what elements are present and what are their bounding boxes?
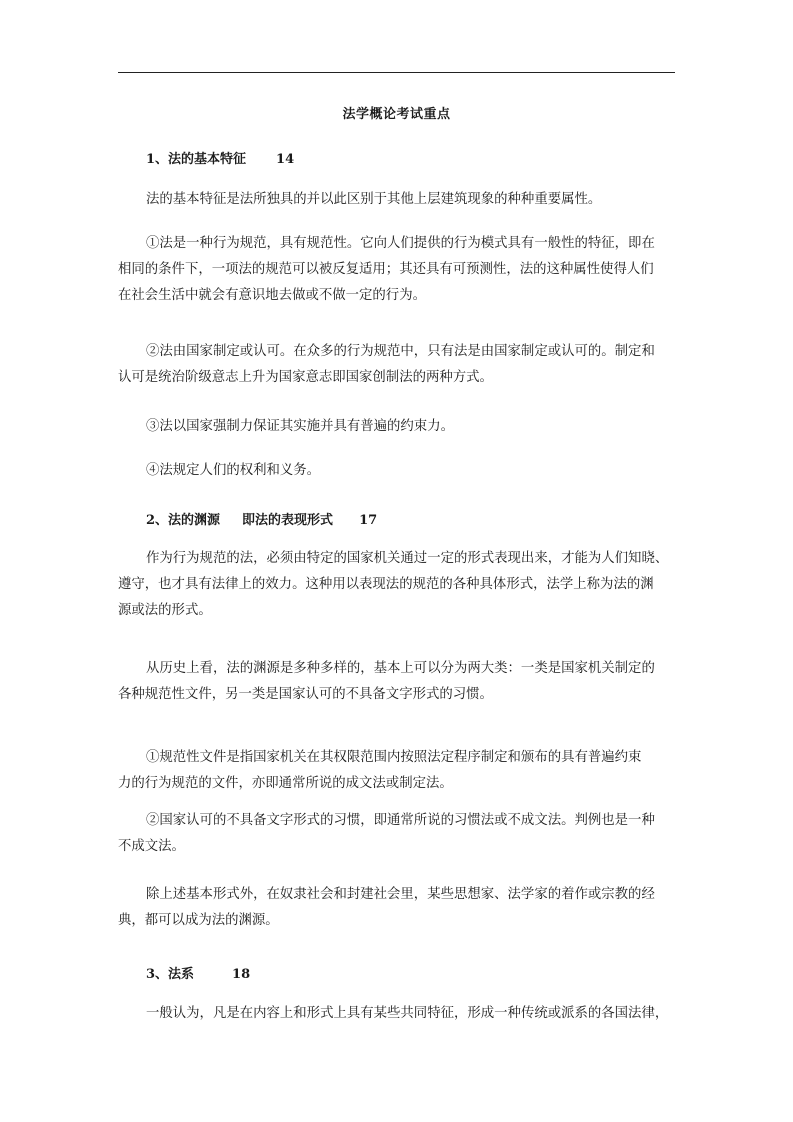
section-heading-label: 1、法的基本特征: [146, 152, 247, 167]
text-line: 作为行为规范的法，必须由特定的国家机关通过一定的形式表现出来，才能为人们知晓、: [146, 551, 669, 566]
section-heading-label: 2、法的渊源: [146, 513, 221, 528]
paragraph: [118, 546, 675, 624]
section-heading-page: 17: [359, 513, 378, 528]
text-line: ①法是一种行为规范，具有规范性。它向人们提供的行为模式具有一般性的特征，即在: [146, 236, 655, 251]
text-line: ③法以国家强制力保证其实施并具有普遍的约束力。: [146, 419, 454, 434]
document-title: 法学概论考试重点: [342, 107, 451, 122]
paragraph: [118, 458, 675, 484]
paragraph: [118, 882, 675, 934]
text-line: ②法由国家制定或认可。在众多的行为规范中，只有法是由国家制定或认可的。制定和: [146, 344, 655, 359]
paragraph: [118, 231, 675, 309]
text-line: ①规范性文件是指国家机关在其权限范围内按照法定程序制定和颁布的具有普遍约束: [146, 750, 642, 765]
section-heading-label: 3、法系: [146, 967, 195, 982]
text-line: 法的基本特征是法所独具的并以此区别于其他上层建筑现象的种种重要属性。: [146, 192, 602, 207]
paragraph: [118, 656, 675, 708]
section-heading-page: 14: [276, 152, 295, 167]
text-line: 源或法的形式。: [118, 603, 212, 618]
header-rule: [118, 72, 675, 73]
paragraph: [118, 339, 675, 391]
section-heading-1: [146, 148, 294, 167]
paragraph: [118, 187, 675, 213]
text-line: 相同的条件下，一项法的规范可以被反复适用；其还具有可预测性，法的这种属性使得人们: [118, 262, 654, 277]
section-heading-sub: 即法的表现形式: [242, 513, 334, 528]
section-heading-3: [146, 963, 250, 982]
text-line: 遵守，也才具有法律上的效力。这种用以表现法的规范的各种具体形式，法学上称为法的渊: [118, 577, 654, 592]
text-line: 力的行为规范的文件，亦即通常所说的成文法或制定法。: [118, 776, 453, 791]
text-line: ④法规定人们的权利和义务。: [146, 463, 321, 478]
paragraph: [118, 1001, 675, 1027]
paragraph: [118, 745, 675, 797]
text-line: 各种规范性文件，另一类是国家认可的不具备文字形式的习惯。: [118, 687, 493, 702]
section-heading-2: [146, 509, 377, 528]
text-line: 除上述基本形式外，在奴隶社会和封建社会里，某些思想家、法学家的着作或宗教的经: [146, 887, 655, 902]
text-line: 从历史上看，法的渊源是多种多样的，基本上可以分为两大类：一类是国家机关制定的: [146, 661, 655, 676]
text-line: 一般认为，凡是在内容上和形式上具有某些共同特征，形成一种传统或派系的各国法律，: [146, 1006, 669, 1021]
text-line: 认可是统治阶级意志上升为国家意志即国家创制法的两种方式。: [118, 370, 493, 385]
section-heading-page: 18: [232, 967, 251, 982]
text-line: 在社会生活中就会有意识地去做或不做一定的行为。: [118, 288, 426, 303]
paragraph: [118, 808, 675, 860]
text-line: ②国家认可的不具备文字形式的习惯，即通常所说的习惯法或不成文法。判例也是一种: [146, 813, 655, 828]
text-line: 典，都可以成为法的渊源。: [118, 913, 279, 928]
paragraph: [118, 414, 675, 440]
text-line: 不成文法。: [118, 839, 185, 854]
